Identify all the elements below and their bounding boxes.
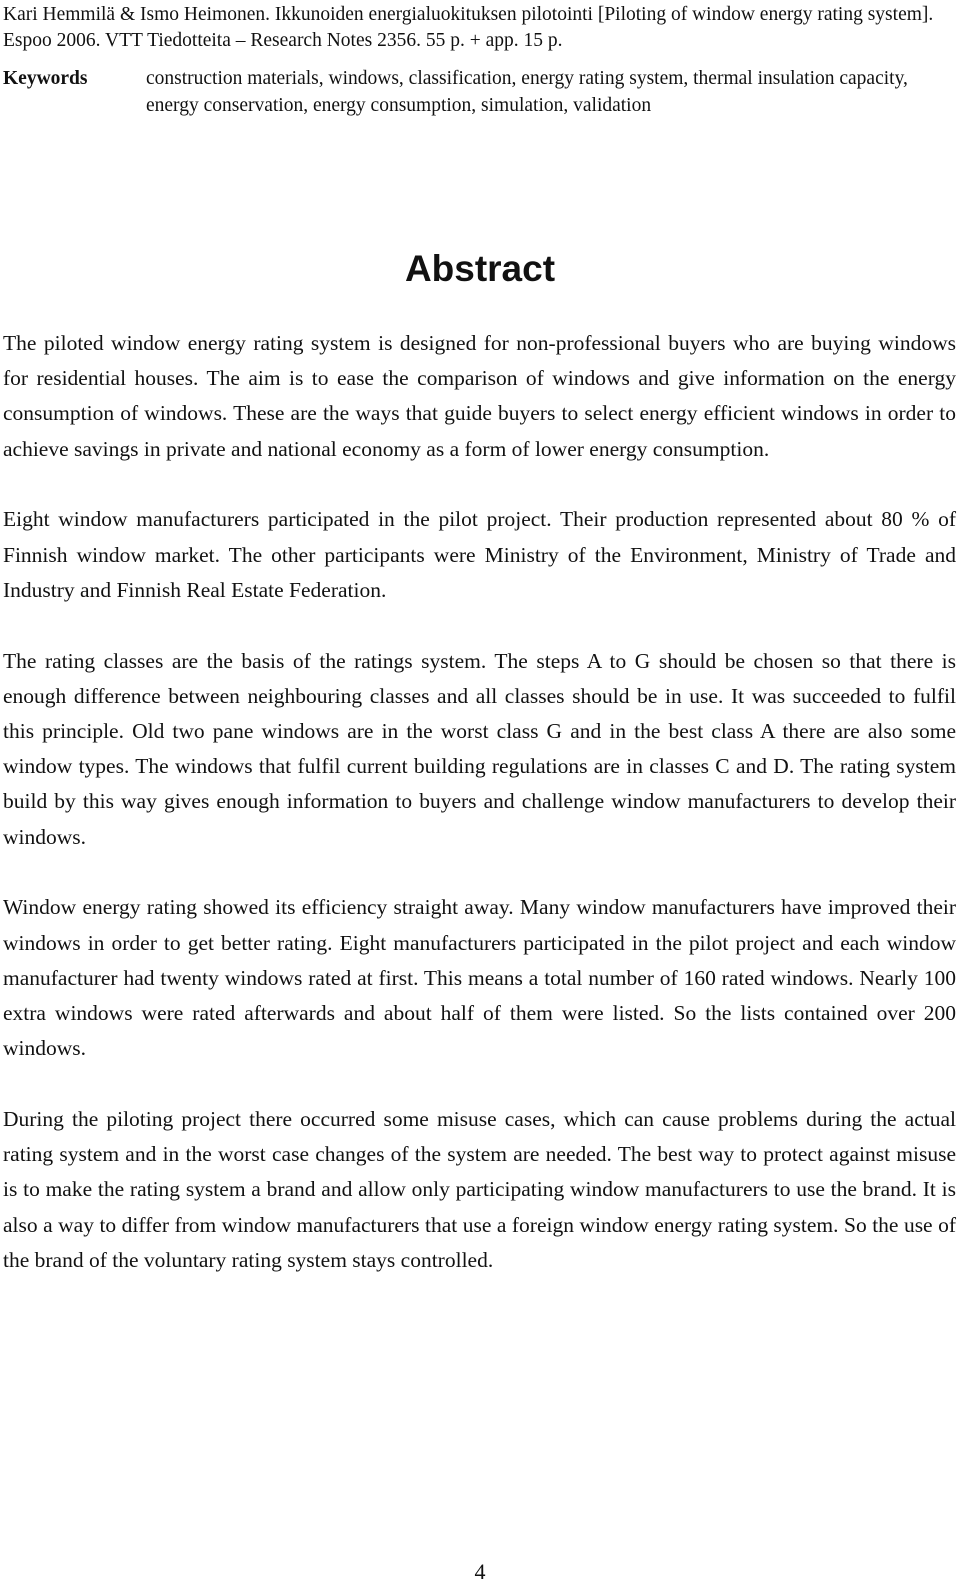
abstract-body <box>3 326 956 1314</box>
abstract-paragraph: The rating classes are the basis of the ratings system. The steps A to G should be chosen so that there is enough difference between neighbouring classes and all classes should be in use. It was succeeded to fulfil this principle. Old two pane windows are in the worst class G and in the best class A there are also some window types. The windows that fulfil current building regulations are in classes C and D. The rating system build by this way gives enough information to buyers and challenge window manufacturers to develop their windows. <box>3 648 956 849</box>
abstract-paragraph: During the piloting project there occurred some misuse cases, which can cause problems during the actual rating system and in the worst case changes of the system are needed. The best way to protect against misuse is to make the rating system a brand and allow only participating window manufacturers to use the brand. It is also a way to differ from window manufacturers that use a foreign window energy rating system. So the use of the brand of the voluntary rating system stays controlled. <box>3 1107 956 1272</box>
abstract-heading: Abstract <box>404 248 556 289</box>
abstract-paragraph: The piloted window energy rating system is designed for non-professional buyers who are buying windows for residential houses. The aim is to ease the comparison of windows and give information on the energy consumption of windows. These are the ways that guide buyers to select energy efficient windows in order to achieve savings in private and national economy as a form of lower energy consumption. <box>3 331 956 461</box>
page-number: 4 <box>474 1559 486 1584</box>
keywords-label: Keywords <box>3 68 88 89</box>
bibliographic-citation: Kari Hemmilä & Ismo Heimonen. Ikkunoiden energialuokituksen pilotointi [Piloting of window energy rating system]. Espoo 2006. VTT Tiedotteita – Research Notes 2356. 55 p. + app. 15 p. <box>3 4 934 51</box>
keywords-text: construction materials, windows, classification, energy rating system, thermal insulation capacity, energy conservation, energy consumption, simulation, validation <box>146 68 908 116</box>
keywords-row <box>3 65 948 119</box>
abstract-paragraph: Eight window manufacturers participated in the pilot project. Their production represented about 80 % of Finnish window market. The other participants were Ministry of the Environment, Ministry of Trade and Industry and Finnish Real Estate Federation. <box>3 507 956 602</box>
abstract-paragraph: Window energy rating showed its efficiency straight away. Many window manufacturers have improved their windows in order to get better rating. Eight manufacturers participated in the pilot project and each window manufacturer had twenty windows rated at first. This means a total number of 160 rated windows. Nearly 100 extra windows were rated afterwards and about half of them were listed. So the lists contained over 200 windows. <box>3 895 956 1061</box>
